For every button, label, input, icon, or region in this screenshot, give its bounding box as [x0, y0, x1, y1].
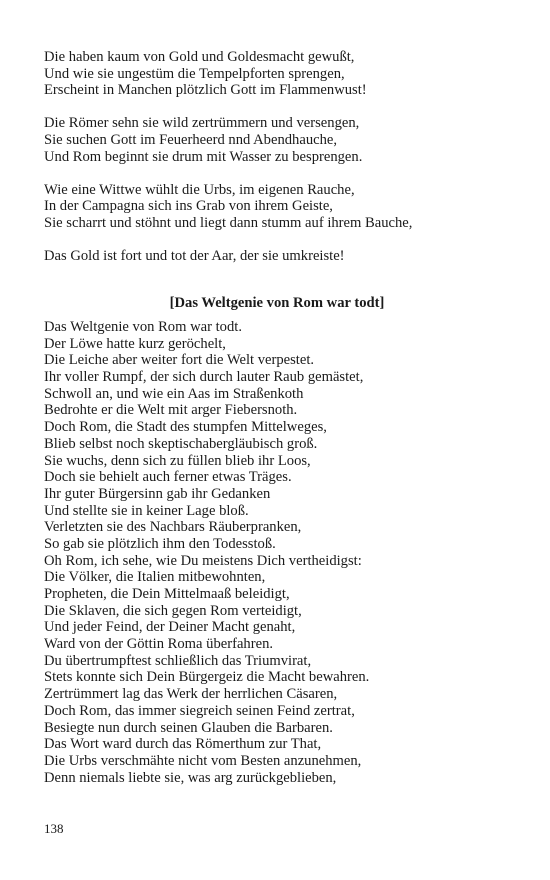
- poem-line: Du übertrumpftest schließlich das Triumvirat,: [44, 652, 312, 669]
- verse-line: Wie eine Wittwe wühlt die Urbs, im eigenen Rauche,: [44, 181, 355, 198]
- poem-line: Doch Rom, das immer siegreich seinen Feind zertrat,: [44, 702, 355, 719]
- stanza-1: [44, 49, 514, 99]
- verse-line: Die haben kaum von Gold und Goldesmacht gewußt,: [44, 49, 355, 65]
- poem-line: Verletzten sie des Nachbars Räuberpranken,: [44, 519, 302, 536]
- poem-line: So gab sie plötzlich ihm den Todesstoß.: [44, 535, 276, 552]
- poem-line: Zertrümmert lag das Werk der herrlichen Cäsaren,: [44, 686, 338, 703]
- verse-line: Das Gold ist fort und tot der Aar, der sie umkreiste!: [44, 248, 345, 265]
- poem-line: Der Löwe hatte kurz geröchelt,: [44, 335, 226, 352]
- poem-line: Besiegte nun durch seinen Glauben die Barbaren.: [44, 719, 333, 736]
- stanza-4: [44, 248, 514, 265]
- poem-line: Die Leiche aber weiter fort die Welt verpestet.: [44, 352, 315, 369]
- verse-line: Sie suchen Gott im Feuerheerd nnd Abendhauche,: [44, 131, 338, 148]
- stanza-2: [44, 115, 514, 165]
- poem-line: Bedrohte er die Welt mit arger Fiebersnoth.: [44, 402, 298, 419]
- poem-line: Und stellte sie in keiner Lage bloß.: [44, 502, 249, 519]
- verse-line: Erscheint in Manchen plötzlich Gott im Flammenwust!: [44, 82, 367, 99]
- verse-line: In der Campagna sich ins Grab von ihrem Geiste,: [44, 198, 333, 215]
- verse-line: Sie scharrt und stöhnt und liegt dann stumm auf ihrem Bauche,: [44, 214, 413, 231]
- stanza-3: [44, 182, 514, 232]
- poem-line: Sie wuchs, denn sich zu füllen blieb ihr Loos,: [44, 452, 311, 469]
- poem-line: Das Wort ward durch das Römerthum zur That,: [44, 736, 322, 753]
- poem-line: Denn niemals liebte sie, was arg zurückgeblieben,: [44, 769, 337, 786]
- page-number: 138: [44, 821, 64, 836]
- poem-line: Die Völker, die Italien mitbewohnten,: [44, 569, 266, 586]
- poem-line: Die Sklaven, die sich gegen Rom verteidigt,: [44, 602, 302, 619]
- poem-line: Stets konnte sich Dein Bürgergeiz die Macht bewahren.: [44, 669, 370, 686]
- poem-line: Propheten, die Dein Mittelmaaß beleidigt,: [44, 586, 290, 602]
- poem-line: Doch Rom, die Stadt des stumpfen Mittelweges,: [44, 419, 327, 436]
- poem-line: Die Urbs verschmähte nicht vom Besten anzunehmen,: [44, 752, 362, 769]
- poem-line: Schwoll an, und wie ein Aas im Straßenkoth: [44, 385, 304, 402]
- poem-line: Und jeder Feind, der Deiner Macht genaht,: [44, 619, 296, 636]
- poem-line: Oh Rom, ich sehe, wie Du meistens Dich vertheidigst:: [44, 552, 362, 569]
- poem-line: Ihr voller Rumpf, der sich durch lauter Raub gemästet,: [44, 369, 364, 386]
- poem-line: Das Weltgenie von Rom war todt.: [44, 319, 242, 335]
- poem-line: Ward von der Göttin Roma überfahren.: [44, 636, 274, 653]
- poem-body: [44, 319, 514, 786]
- verse-line: Die Römer sehn sie wild zertrümmern und versengen,: [44, 115, 360, 132]
- opening-stanzas: [44, 49, 514, 281]
- poem-line: Blieb selbst noch skeptischabergläubisch groß.: [44, 435, 318, 452]
- poem-heading: [Das Weltgenie von Rom war todt]: [169, 295, 385, 311]
- verse-line: Und Rom beginnt sie drum mit Wasser zu besprengen.: [44, 148, 363, 165]
- poem-line: Doch sie behielt auch ferner etwas Träges.: [44, 469, 292, 486]
- verse-line: Und wie sie ungestüm die Tempelpforten sprengen,: [44, 65, 345, 82]
- poem-line: Ihr guter Bürgersinn gab ihr Gedanken: [44, 485, 271, 502]
